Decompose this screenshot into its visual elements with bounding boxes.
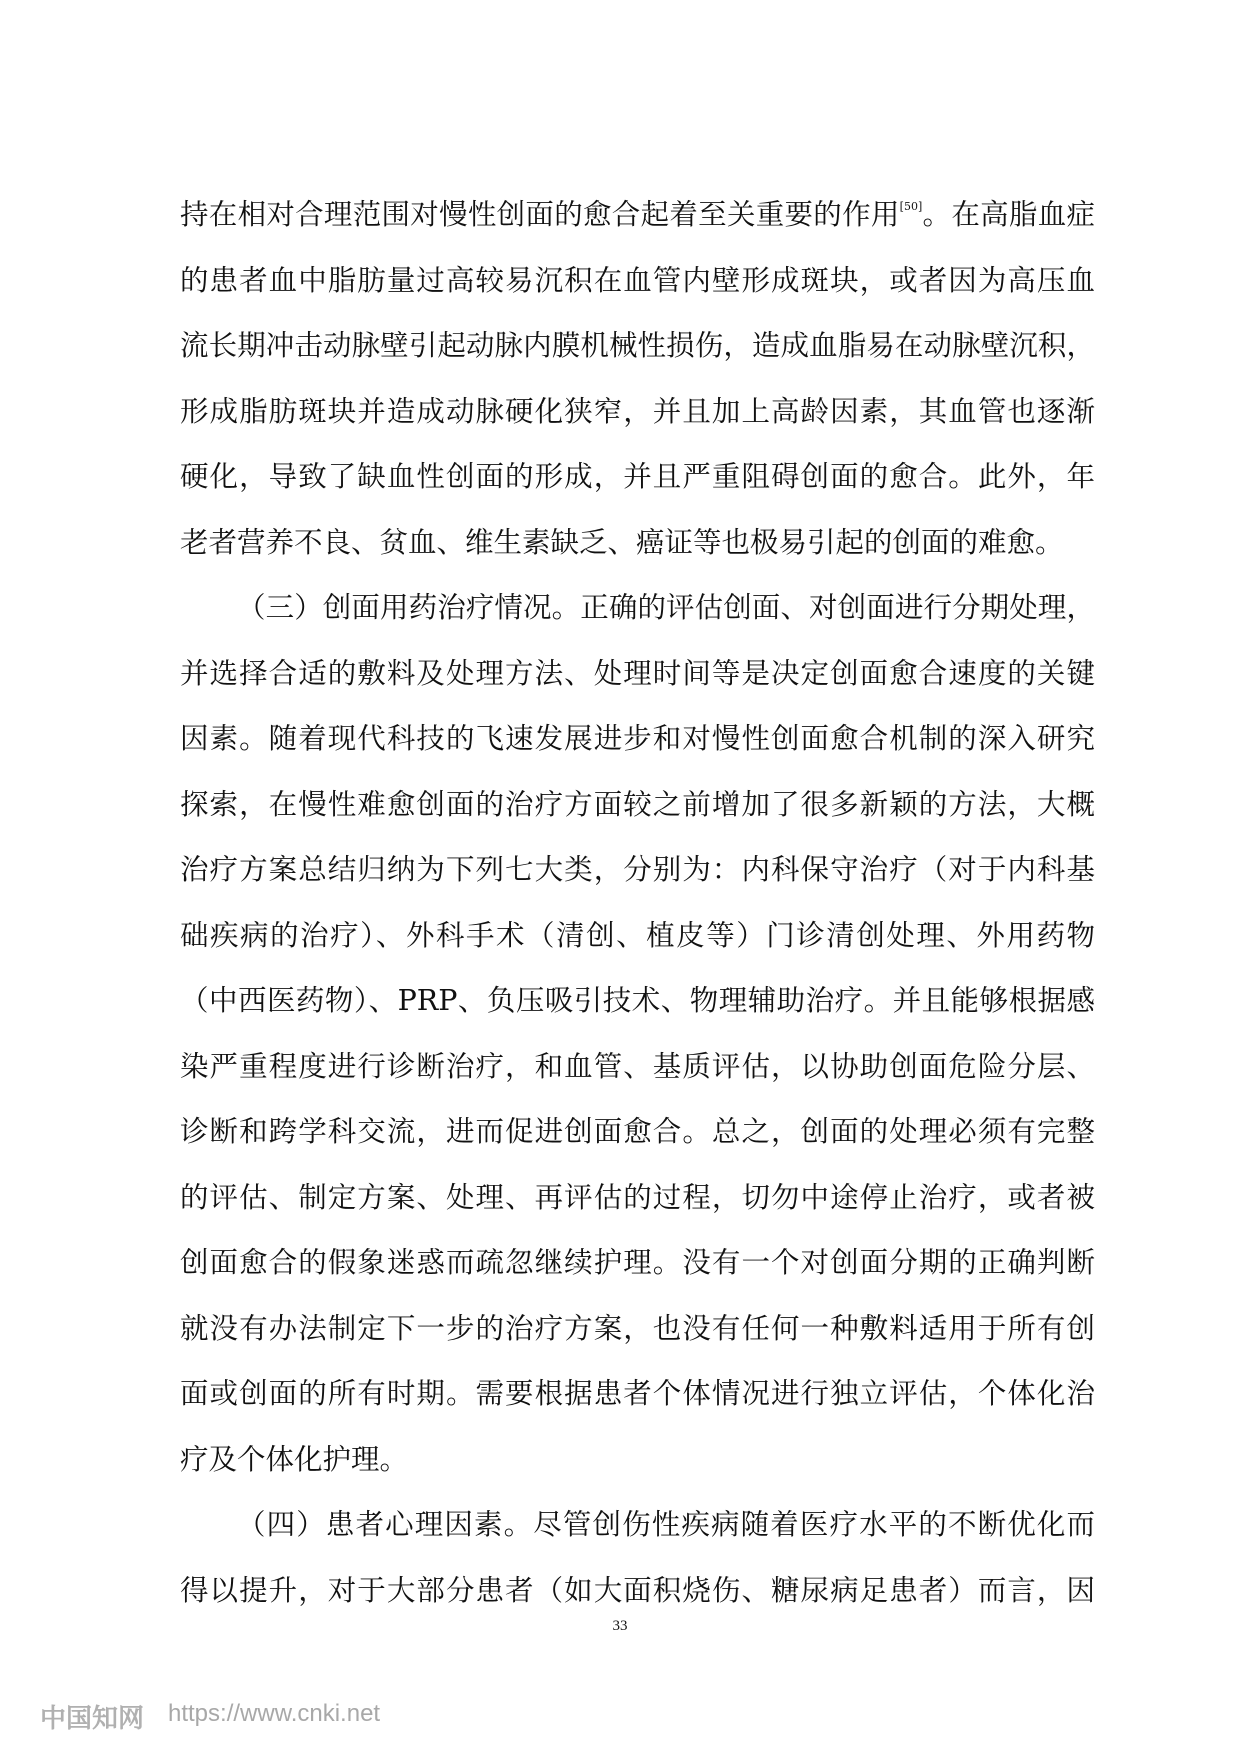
text-line: 创面愈合的假象迷惑而疏忽继续护理。没有一个对创面分期的正确判断 — [180, 1246, 1095, 1279]
text-line: 探索，在慢性难愈创面的治疗方面较之前增加了很多新颖的方法，大概 — [180, 787, 1095, 821]
text-line: 流长期冲击动脉壁引起动脉内膜机械性损伤，造成血脂易在动脉壁沉积， — [180, 329, 1095, 362]
text-line: 治疗方案总结归纳为下列七大类，分别为：内科保守治疗（对于内科基 — [180, 853, 1095, 886]
text-line: （四）患者心理因素。尽管创伤性疾病随着医疗水平的不断优化而 — [237, 1508, 1095, 1541]
text-line: 就没有办法制定下一步的治疗方案，也没有任何一种敷料适用于所有创 — [180, 1311, 1095, 1345]
text-line: 形成脂肪斑块并造成动脉硬化狭窄，并且加上高龄因素，其血管也逐渐 — [180, 394, 1095, 428]
text-line: 硬化，导致了缺血性创面的形成，并且严重阻碍创面的愈合。此外，年 — [180, 460, 1095, 493]
text-line: 的评估、制定方案、处理、再评估的过程，切勿中途停止治疗，或者被 — [180, 1180, 1095, 1214]
text-line: 老者营养不良、贫血、维生素缺乏、癌证等也极易引起的创面的难愈。 — [180, 525, 1064, 559]
text-line: （中西医药物）、PRP、负压吸引技术、物理辅助治疗。并且能够根据感 — [180, 984, 1095, 1017]
text-line: 染严重程度进行诊断治疗，和血管、基质评估，以协助创面危险分层、 — [180, 1049, 1095, 1083]
text-line: 并选择合适的敷料及处理方法、处理时间等是决定创面愈合速度的关键 — [180, 656, 1095, 690]
body-text — [180, 182, 1095, 1623]
watermark-url[interactable]: https://www.cnki.net — [168, 1700, 381, 1727]
text-line: 得以提升，对于大部分患者（如大面积烧伤、糖尿病足患者）而言，因 — [180, 1573, 1095, 1607]
page-number: 33 — [612, 1618, 628, 1634]
text-line: 的患者血中脂肪量过高较易沉积在血管内壁形成斑块，或者因为高压血 — [180, 263, 1095, 297]
citation-marker[interactable]: [50] — [899, 200, 923, 213]
text-line: 持在相对合理范围对慢性创面的愈合起着至关重要的作用[50]。在高脂血症 — [180, 198, 1095, 231]
text-line: 诊断和跨学科交流，进而促进创面愈合。总之，创面的处理必须有完整 — [180, 1115, 1095, 1148]
text-line: 因素。随着现代科技的飞速发展进步和对慢性创面愈合机制的深入研究 — [180, 722, 1095, 755]
watermark-brand: 中国知网 — [40, 1704, 145, 1734]
text-line: 疗及个体化护理。 — [180, 1442, 409, 1476]
text-line: 面或创面的所有时期。需要根据患者个体情况进行独立评估，个体化治 — [180, 1377, 1095, 1410]
text-line: （三）创面用药治疗情况。正确的评估创面、对创面进行分期处理， — [237, 591, 1095, 624]
text-line: 础疾病的治疗）、外科手术（清创、植皮等）门诊清创处理、外用药物 — [180, 918, 1095, 952]
